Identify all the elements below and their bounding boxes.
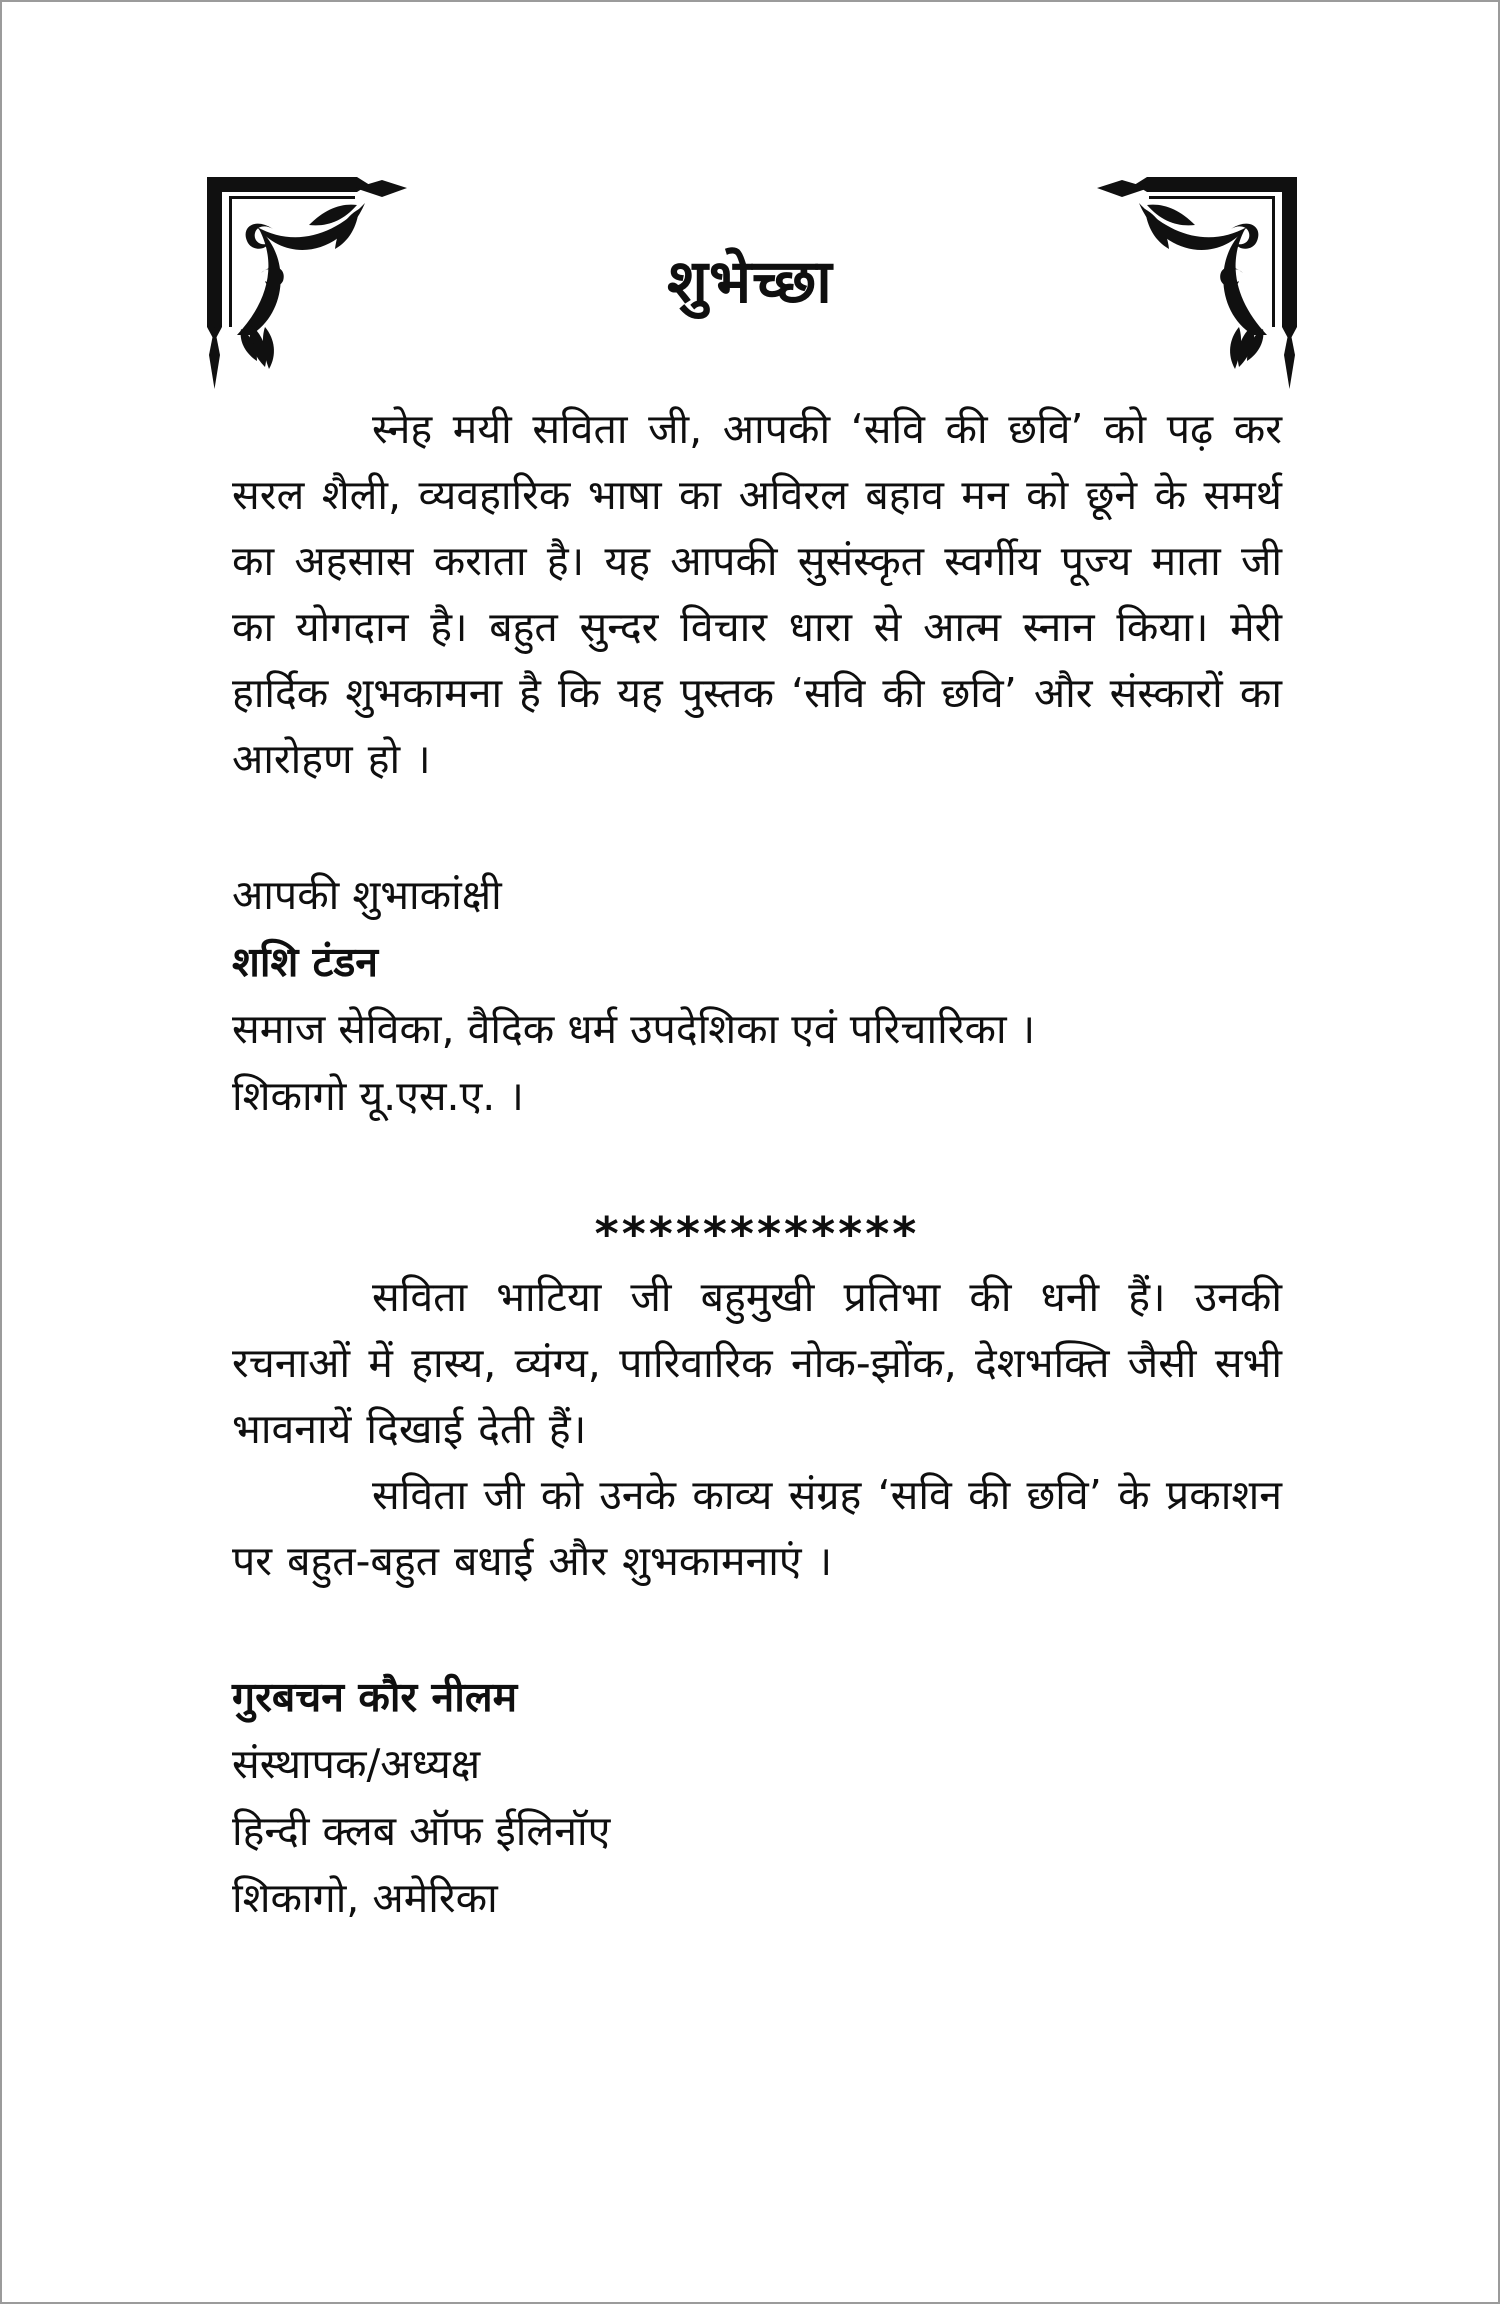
signatory-location: शिकागो यू.एस.ए. । — [232, 1072, 524, 1120]
page-content — [232, 396, 1282, 1932]
signatory-salutation: आपकी शुभाकांक्षी — [232, 871, 502, 919]
signatory-location: शिकागो, अमेरिका — [232, 1874, 498, 1922]
signatory-name: गुरबचन कौर नीलम — [232, 1673, 518, 1721]
signatory-block-1 — [232, 862, 1282, 1130]
signatory-block-2 — [232, 1664, 1282, 1932]
tribute-paragraph-1: सविता भाटिया जी बहुमुखी प्रतिभा की धनी हैं। उनकी रचनाओं में हास्य, व्यंग्य, पारिवारिक नोक-झोंक, देशभक्ति जैसी सभी भावनायें दिखाई देती हैं। — [232, 1273, 1282, 1453]
page-title: शुभेच्छा — [667, 247, 833, 317]
greeting-paragraph: स्नेह मयी सविता जी, आपकी ‘सवि की छवि’ को पढ़ कर सरल शैली, व्यवहारिक भाषा का अविरल बहाव मन को छूने के समर्थ का अहसास कराता है। यह आपकी सुसंस्कृत स्वर्गीय पूज्य माता जी का योगदान है। बहुत सुन्दर विचार धारा से आत्म स्नान किया। मेरी हार्दिक शुभकामना है कि यह पुस्तक ‘सवि की छवि’ और संस्कारों का आरोहण हो । — [232, 405, 1282, 783]
signatory-organization: हिन्दी क्लब ऑफ ईलिनॉए — [232, 1807, 611, 1855]
tribute-paragraph-2: सविता जी को उनके काव्य संग्रह ‘सवि की छवि’ के प्रकाशन पर बहुत-बहुत बधाई और शुभकामनाएं । — [232, 1471, 1282, 1585]
signatory-name: शशि टंडन — [232, 938, 379, 986]
signatory-designation: समाज सेविका, वैदिक धर्म उपदेशिका एवं परिचारिका । — [232, 1005, 1036, 1053]
stars-separator: ************ — [594, 1207, 920, 1261]
signatory-designation: संस्थापक/अध्यक्ष — [232, 1740, 481, 1788]
